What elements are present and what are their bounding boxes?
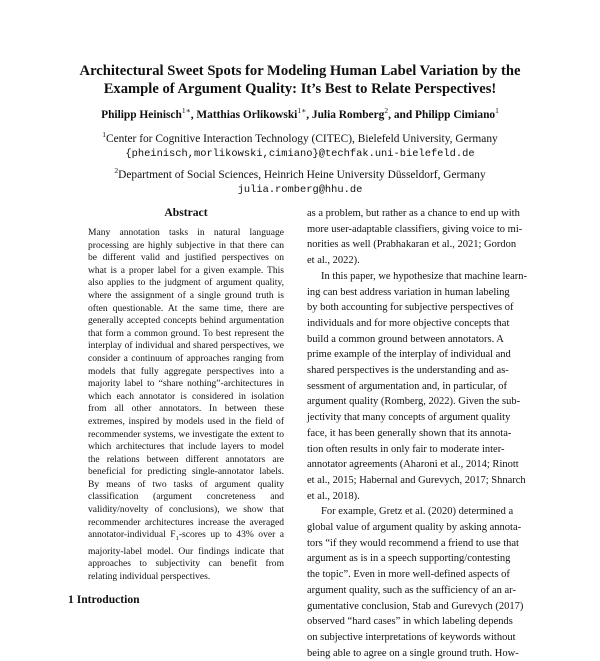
author-separator: , and xyxy=(388,108,416,121)
body-text-line: observed “hard cases” in which labeling depends xyxy=(307,616,513,628)
abstract-text: -scores up to 43% over a majority-label model. Our findings indicate that approaches to subjectivity can benefit from relating individual perspectives. xyxy=(88,529,284,582)
affiliations xyxy=(40,127,560,199)
author-affil-mark: 1∗ xyxy=(181,106,191,115)
body-text-line: sessment of argumentation and, in particular, of xyxy=(307,380,507,392)
author-affil-mark: 2 xyxy=(384,106,389,115)
affiliation-2 xyxy=(40,163,560,183)
body-text-line: global value of argument quality by asking annota- xyxy=(307,522,522,534)
body-text-line: ing can best address variation in human labeling xyxy=(307,286,510,298)
body-text-line: jectivity that many concepts of argument quality xyxy=(307,412,511,424)
abstract-text: Many annotation tasks in natural language processing are highly subjective in that there can be different valid and justified perspectives on what is a proper label for a given example. This also applies to the judgment of argument quality, where the assignment of a single ground truth is often questionable. At the same time, there are generally accepted concepts behind argumentation that form a common ground. To best represent the interplay of individual and shared perspectives, we consider a continuum of approaches ranging from models that fully aggregate perspectives into a majority label to “share nothing”-architectures in which each annotator is considered in isolation from all other annotators. In between these extremes, inspired by models used in the field of recommender systems, we investigate the extent to which architectures that include layers to model the relations between different annotators are beneficial for predicting single-annotator labels. By means of two tasks of argument quality classification (argument concreteness and validity/novelty of conclusions), we show that recommender architectures increase the averaged annotator-individual F xyxy=(88,227,284,541)
affiliation-mark: 2 xyxy=(114,165,119,175)
affiliation-1 xyxy=(40,127,560,147)
body-text-line: on subjective interpretations of keywords without xyxy=(307,631,516,643)
body-text-line: argument as is in a speech supporting/contesting xyxy=(307,553,511,565)
author-separator: , xyxy=(306,108,312,121)
author-name: Philipp Heinisch xyxy=(101,108,182,121)
body-text-line: individuals and for more objective concepts that xyxy=(307,317,510,329)
author-affil-mark: 1∗ xyxy=(297,106,307,115)
author-name: Julia Romberg xyxy=(311,108,385,121)
body-text-line: In this paper, we hypothesize that machine learn- xyxy=(321,270,528,282)
body-text-line: argument quality, such as the sufficiency of an ar- xyxy=(307,584,516,596)
body-text-line: as a problem, but rather as a chance to end up with xyxy=(307,208,520,219)
body-text-line: more user-adaptable classifiers, giving voice to mi- xyxy=(307,223,523,235)
body-text-line: face, it has been generally shown that its annota- xyxy=(307,427,512,439)
body-text-line: tion often results in only fair to moderate inter- xyxy=(307,443,505,455)
affiliation-mark: 1 xyxy=(102,130,106,139)
paper-title xyxy=(40,62,560,98)
right-column-body xyxy=(307,206,533,661)
body-text-line: annotator agreements (Aharoni et al., 2014; Rinott xyxy=(307,459,519,471)
body-text-line: et al., 2022). xyxy=(307,255,360,267)
author-separator: , xyxy=(190,108,197,121)
affiliation-text: Center for Cognitive Interaction Technology (CITEC), Bielefeld University, Germany xyxy=(105,132,498,145)
body-text-line: et al., 2015; Habernal and Gurevych, 2017; Shnarch xyxy=(307,474,526,486)
body-text-line: build a common ground between annotators. A xyxy=(307,333,504,345)
body-text-line: by both accounting for subjective perspectives of xyxy=(307,302,514,314)
body-text-line: et al., 2018). xyxy=(307,490,360,502)
author-name: Philipp Cimiano xyxy=(415,108,496,121)
abstract-subscript: 1 xyxy=(175,535,179,543)
section-heading-introduction: 1 Introduction xyxy=(68,593,140,606)
body-text-line: argument quality (Romberg, 2022). Given the sub- xyxy=(307,396,521,408)
paper-title-line: Architectural Sweet Spots for Modeling Human Label Variation by the xyxy=(79,63,521,79)
author-list xyxy=(40,104,560,122)
affiliation-2-email: julia.romberg@hhu.de xyxy=(237,184,363,197)
body-text-line: gumentative conclusion, Stab and Gurevych (2017) xyxy=(307,600,524,612)
author-affil-mark: 1 xyxy=(495,106,499,115)
affiliation-1-email: {pheinisch,morlikowski,cimiano}@techfak.uni-bielefeld.de xyxy=(125,148,475,161)
abstract-body xyxy=(88,227,284,584)
affiliation-text: Department of Social Sciences, Heinrich Heine University Düsseldorf, Germany xyxy=(118,168,486,181)
body-text-line: For example, Gretz et al. (2020) determined a xyxy=(321,506,514,518)
abstract-heading: Abstract xyxy=(164,206,208,219)
author-name: Matthias Orlikowski xyxy=(196,108,298,121)
body-text-line: the topic”. Even in more well-defined aspects of xyxy=(307,569,510,581)
body-text-line: prime example of the interplay of individual and xyxy=(307,349,511,361)
paper-title-line: Example of Argument Quality: It’s Best to Relate Perspectives! xyxy=(103,81,497,97)
body-text-line: being able to agree on a single ground truth. How- xyxy=(307,647,519,659)
body-text-line: tors “if they would recommend a friend to use that xyxy=(307,537,519,549)
body-text-line: shared perspectives is the understanding and as- xyxy=(307,365,509,377)
body-text-line: norities as well (Prabhakaran et al., 2021; Gordon xyxy=(307,239,517,251)
